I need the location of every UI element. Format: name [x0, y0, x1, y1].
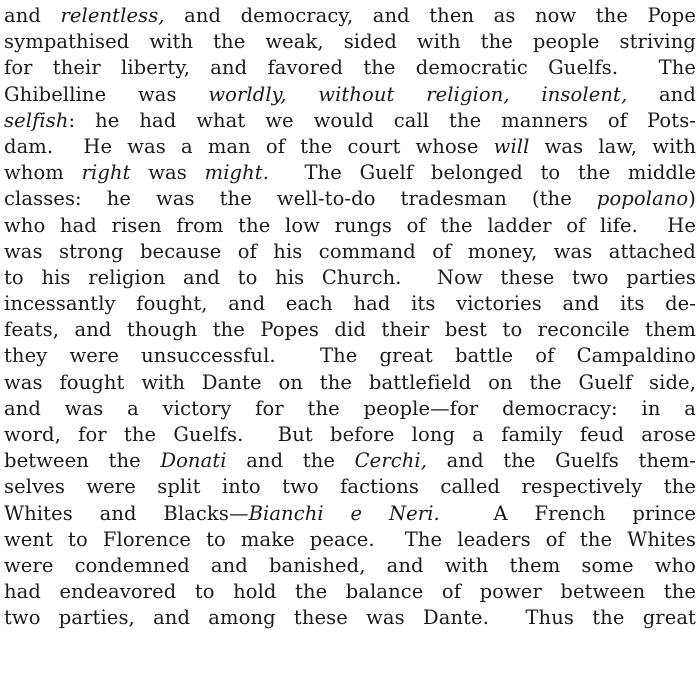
text-line	[4, 396, 696, 422]
text-segment: was	[130, 161, 205, 185]
text-line	[4, 370, 696, 396]
text-line	[4, 160, 696, 186]
text-line	[4, 605, 696, 631]
text-segment: and democracy, and then as now the Pope	[164, 4, 696, 27]
text-segment: was law, with	[529, 134, 696, 158]
text-segment: and the Guelfs them-	[427, 449, 696, 473]
text-segment: A French prince	[439, 501, 696, 525]
text-line	[4, 553, 696, 579]
italic-text-segment: Donati	[160, 449, 227, 473]
text-line	[4, 474, 696, 500]
italic-text-segment: worldly, without religion, insolent,	[208, 82, 628, 106]
text-segment: classes: he was the well-to-do tradesman (the	[4, 187, 597, 211]
text-segment: sympathised with the weak, sided with the people striving	[4, 30, 696, 54]
text-line	[4, 82, 696, 108]
text-line	[4, 29, 696, 55]
text-segment: went to Florence to make peace. The leaders of the Whites	[4, 527, 696, 551]
text-segment: was strong because of his command of money, was attached	[4, 239, 696, 263]
text-line	[4, 343, 696, 369]
text-line	[4, 55, 696, 81]
text-segment: to his religion and to his Church. Now these two parties	[4, 265, 696, 289]
text-segment: incessantly fought, and each had its victories and its de-	[4, 292, 696, 316]
italic-text-segment: relentless,	[60, 4, 165, 27]
text-segment: word, for the Guelfs. But before long a family feud arose	[4, 423, 696, 446]
text-segment: selves were split into two factions called respectively the	[4, 475, 696, 499]
text-line	[4, 501, 696, 527]
text-line	[4, 3, 696, 29]
text-segment: feats, and though the Popes did their best to reconcile them	[4, 318, 696, 342]
text-segment: whom	[4, 161, 82, 185]
italic-text-segment: will	[493, 134, 530, 158]
text-segment: they were unsuccessful. The great battle of Campaldino	[4, 344, 696, 368]
text-line	[4, 108, 696, 134]
text-line	[4, 134, 696, 160]
text-segment: had endeavored to hold the balance of power between the	[4, 580, 696, 604]
text-segment: two parties, and among these was Dante. Thus the great	[4, 606, 696, 630]
text-segment: was fought with Dante on the battlefield on the Guelf side,	[4, 370, 696, 394]
italic-text-segment: Cerchi,	[354, 449, 428, 473]
text-line	[4, 317, 696, 343]
text-line	[4, 265, 696, 291]
text-segment: Ghibelline was	[4, 82, 209, 106]
text-segment: and the	[226, 449, 355, 473]
italic-text-segment: popolano	[596, 187, 689, 211]
text-segment: and	[4, 4, 61, 27]
text-line	[4, 186, 696, 212]
text-segment: were condemned and banished, and with them some who	[4, 553, 696, 577]
text-segment: : he had what we would call the manners of Pots-	[68, 108, 696, 132]
text-segment: )	[688, 187, 696, 211]
text-segment: dam. He was a man of the court whose	[4, 134, 494, 158]
text-segment: for their liberty, and favored the democratic Guelfs. The	[4, 56, 696, 80]
text-line	[4, 527, 696, 553]
text-line	[4, 213, 696, 239]
text-segment: who had risen from the low rungs of the ladder of life. He	[4, 213, 696, 237]
italic-text-segment: Bianchi e Neri.	[248, 501, 440, 525]
italic-text-segment: might.	[204, 161, 270, 185]
text-segment: Whites and Blacks—	[4, 501, 249, 525]
text-line	[4, 422, 696, 448]
text-segment: and was a victory for the people—for democracy: in a	[4, 396, 696, 420]
text-segment: The Guelf belonged to the middle	[269, 161, 696, 185]
text-line	[4, 239, 696, 265]
text-line	[4, 448, 696, 474]
text-line	[4, 291, 696, 317]
text-segment: between the	[4, 449, 161, 473]
italic-text-segment: right	[81, 161, 131, 185]
text-segment: and	[627, 82, 696, 106]
text-line	[4, 579, 696, 605]
italic-text-segment: selfish	[4, 108, 69, 132]
